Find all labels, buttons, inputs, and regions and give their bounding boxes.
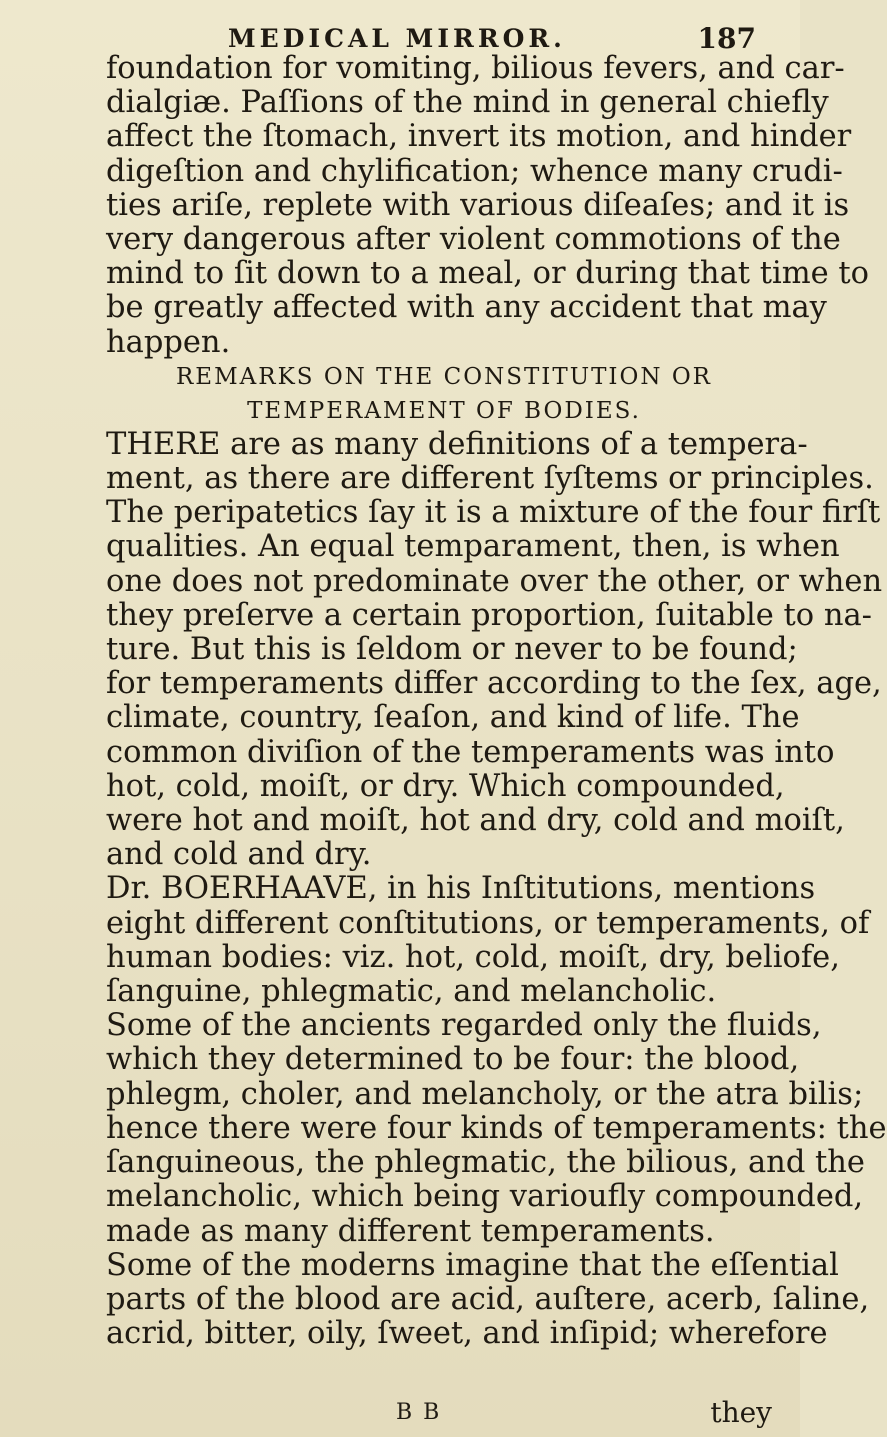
text-line: which they determined to be four: the blood, (106, 1042, 800, 1078)
text-line: ment, as there are different ſyſtems or principles. (106, 461, 874, 497)
text-line: climate, country, ſeaſon, and kind of life. The (106, 700, 800, 736)
text-line: happen. (106, 324, 231, 360)
text-line: Some of the moderns imagine that the eſſential (106, 1247, 839, 1283)
text-line: very dangerous after violent commotions of the (106, 222, 841, 258)
running-title: MEDICAL MIRROR. (228, 24, 566, 53)
text-line: Some of the ancients regarded only the fluids, (106, 1008, 822, 1044)
section-temperament (106, 426, 887, 1352)
text-line: human bodies: viz. hot, cold, moiſt, dry, beliofe, (106, 939, 840, 975)
text-line: ties ariſe, replete with various diſeaſes; and it is (106, 187, 850, 223)
paragraph-passions (106, 51, 870, 360)
text-line: digeſtion and chylification; whence many crudi- (106, 153, 843, 189)
text-line: foundation for vomiting, bilious fevers, and car- (106, 51, 845, 86)
section-heading-line-1: REMARKS ON THE CONSTITUTION OR (175, 363, 712, 390)
text-line: dialgiæ. Paſſions of the mind in general chiefly (106, 85, 829, 121)
text-line: acrid, bitter, oily, ſweet, and inſipid; wherefore (106, 1316, 828, 1352)
text-line: ture. But this is ſeldom or never to be found; (106, 632, 798, 668)
text-line: Dr. BOERHAAVE, in his Inſtitutions, mentions (106, 871, 816, 907)
text-line: eight different conſtitutions, or temperaments, of (106, 905, 870, 941)
text-line: one does not predominate over the other, or when (106, 563, 883, 599)
text-line: affect the ſtomach, invert its motion, and hinder (106, 119, 852, 155)
text-line: phlegm, choler, and melancholy, or the atra bilis; (106, 1076, 864, 1112)
text-line: melancholic, which being varioufly compounded, (106, 1179, 864, 1215)
text-line: were hot and moiſt, hot and dry, cold and moiſt, (106, 803, 845, 839)
text-line: parts of the blood are acid, auſtere, acerb, ſaline, (106, 1281, 870, 1317)
text-line: for temperaments differ according to the ſex, age, (106, 666, 882, 702)
page-number: 187 (697, 22, 756, 55)
text-line: qualities. An equal temparament, then, is when (106, 529, 840, 565)
text-line: hot, cold, moiſt, or dry. Which compounded, (106, 768, 785, 804)
body-text (106, 51, 887, 1352)
text-line: ſanguineous, the phlegmatic, the bilious, and the (106, 1145, 865, 1181)
page-footer (106, 1396, 782, 1432)
text-line: be greatly affected with any accident that may (106, 290, 827, 326)
text-line: common diviſion of the temperaments was into (106, 734, 835, 770)
text-line: THERE are as many definitions of a tempera- (106, 426, 808, 462)
text-line: made as many different temperaments. (106, 1213, 715, 1249)
signature-mark: B B (396, 1400, 442, 1425)
section-heading-line-2: TEMPERAMENT OF BODIES. (247, 397, 641, 424)
text-line: they preſerve a certain proportion, ſuitable to na- (106, 597, 872, 633)
catchword: they (710, 1396, 772, 1429)
text-line: mind to ſit down to a meal, or during that time to (106, 256, 870, 292)
text-line: The peripatetics ſay it is a mixture of the four firſt (106, 495, 881, 531)
text-line: hence there were four kinds of temperaments: the (106, 1110, 887, 1146)
text-line: and cold and dry. (106, 837, 372, 873)
text-line: ſanguine, phlegmatic, and melancholic. (106, 974, 717, 1010)
